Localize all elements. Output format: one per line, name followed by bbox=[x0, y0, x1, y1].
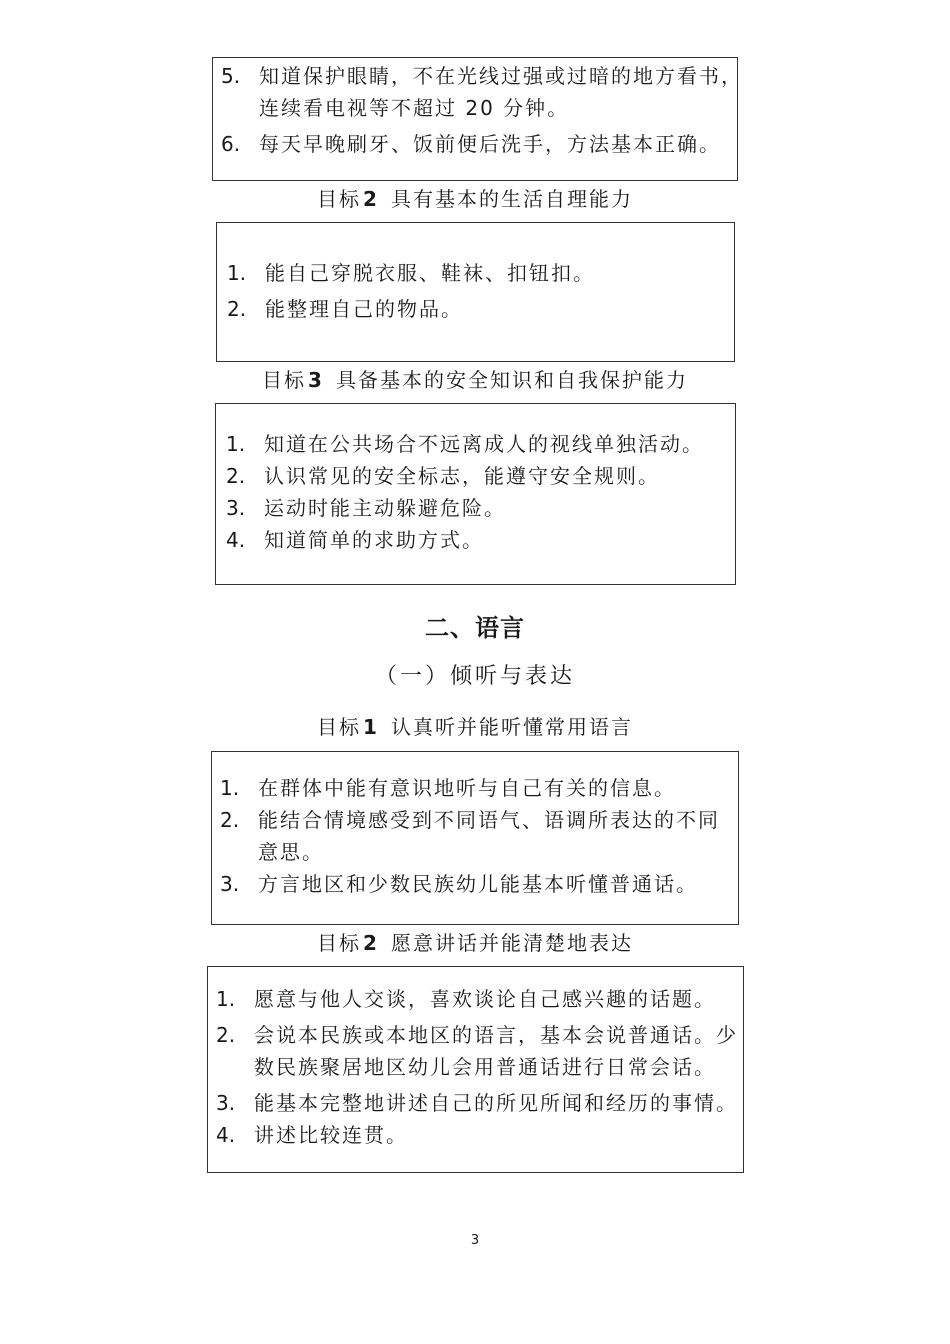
goal-number: 1 bbox=[363, 715, 377, 739]
item-text: 讲述比较连贯。 bbox=[254, 1123, 408, 1147]
item-text: 能基本完整地讲述自己的所见所闻和经历的事情。 bbox=[254, 1091, 738, 1115]
goal-heading bbox=[0, 928, 950, 958]
list-item bbox=[216, 1119, 743, 1151]
item-number: 4. bbox=[226, 528, 246, 552]
item-number: 2. bbox=[216, 1023, 236, 1047]
goal-items-box bbox=[216, 222, 735, 362]
item-text: 意思。 bbox=[258, 840, 324, 864]
goal-items-box bbox=[207, 966, 744, 1173]
goal-text: 具备基本的安全知识和自我保护能力 bbox=[335, 368, 688, 392]
item-text: 认识常见的安全标志，能遵守安全规则。 bbox=[264, 464, 660, 488]
item-number: 3. bbox=[220, 872, 240, 896]
item-text: 数民族聚居地区幼儿会用普通话进行日常会话。 bbox=[254, 1055, 716, 1079]
item-number: 1. bbox=[227, 261, 247, 285]
item-number: 1. bbox=[220, 776, 240, 800]
list-item bbox=[226, 492, 735, 524]
item-text: 连续看电视等不超过 20 分钟。 bbox=[259, 96, 570, 120]
list-item bbox=[220, 804, 738, 868]
item-number: 1. bbox=[226, 432, 246, 456]
list-item bbox=[220, 772, 738, 804]
item-text: 运动时能主动躲避危险。 bbox=[264, 496, 506, 520]
goal-prefix: 目标 bbox=[317, 931, 362, 955]
item-text: 知道在公共场合不远离成人的视线单独活动。 bbox=[264, 432, 704, 456]
item-number: 4. bbox=[216, 1123, 236, 1147]
subsection-title: （一）倾听与表达 bbox=[374, 664, 575, 689]
goal-text: 愿意讲话并能清楚地表达 bbox=[390, 931, 633, 955]
list-item bbox=[226, 428, 735, 460]
goal-number: 2 bbox=[363, 931, 377, 955]
item-number: 5. bbox=[221, 64, 241, 88]
item-text: 能自己穿脱衣服、鞋袜、扣钮扣。 bbox=[265, 261, 595, 285]
list-item bbox=[220, 868, 738, 900]
list-item bbox=[221, 60, 743, 124]
goal-heading bbox=[0, 184, 950, 214]
list-item bbox=[216, 983, 743, 1015]
item-text: 在群体中能有意识地听与自己有关的信息。 bbox=[258, 776, 676, 800]
item-number: 3. bbox=[226, 496, 246, 520]
item-text: 每天早晚刷牙、饭前便后洗手，方法基本正确。 bbox=[259, 132, 721, 156]
goal-prefix: 目标 bbox=[317, 715, 362, 739]
goal-heading bbox=[0, 365, 950, 395]
goal-items-box bbox=[211, 751, 739, 925]
item-number: 2. bbox=[220, 808, 240, 832]
item-number: 2. bbox=[227, 297, 247, 321]
list-item bbox=[216, 1087, 743, 1119]
item-text: 会说本民族或本地区的语言，基本会说普通话。少 bbox=[254, 1023, 738, 1047]
item-text: 愿意与他人交谈，喜欢谈论自己感兴趣的话题。 bbox=[254, 987, 716, 1011]
list-item bbox=[227, 293, 734, 325]
section-title: 二、语言 bbox=[425, 614, 525, 642]
list-item bbox=[226, 460, 735, 492]
item-text: 能整理自己的物品。 bbox=[265, 297, 463, 321]
goal-prefix: 目标 bbox=[317, 187, 362, 211]
page-number: 3 bbox=[470, 1233, 480, 1248]
item-text: 知道简单的求助方式。 bbox=[264, 528, 484, 552]
goal-heading bbox=[0, 712, 950, 742]
goal-number: 3 bbox=[308, 368, 322, 392]
item-number: 3. bbox=[216, 1091, 236, 1115]
goal-text: 认真听并能听懂常用语言 bbox=[390, 715, 633, 739]
list-item bbox=[221, 128, 737, 160]
list-item bbox=[216, 1019, 743, 1083]
goal-prefix: 目标 bbox=[262, 368, 307, 392]
list-item bbox=[227, 257, 734, 289]
item-number: 6. bbox=[221, 132, 241, 156]
item-text: 方言地区和少数民族幼儿能基本听懂普通话。 bbox=[258, 872, 698, 896]
goal-items-box bbox=[212, 57, 743, 181]
item-number: 1. bbox=[216, 987, 236, 1011]
item-text: 能结合情境感受到不同语气、语调所表达的不同 bbox=[258, 808, 720, 832]
item-text: 知道保护眼睛，不在光线过强或过暗的地方看书， bbox=[259, 64, 743, 88]
list-item bbox=[226, 524, 735, 556]
goal-items-box bbox=[215, 403, 736, 585]
goal-text: 具有基本的生活自理能力 bbox=[390, 187, 633, 211]
item-number: 2. bbox=[226, 464, 246, 488]
goal-number: 2 bbox=[363, 187, 377, 211]
